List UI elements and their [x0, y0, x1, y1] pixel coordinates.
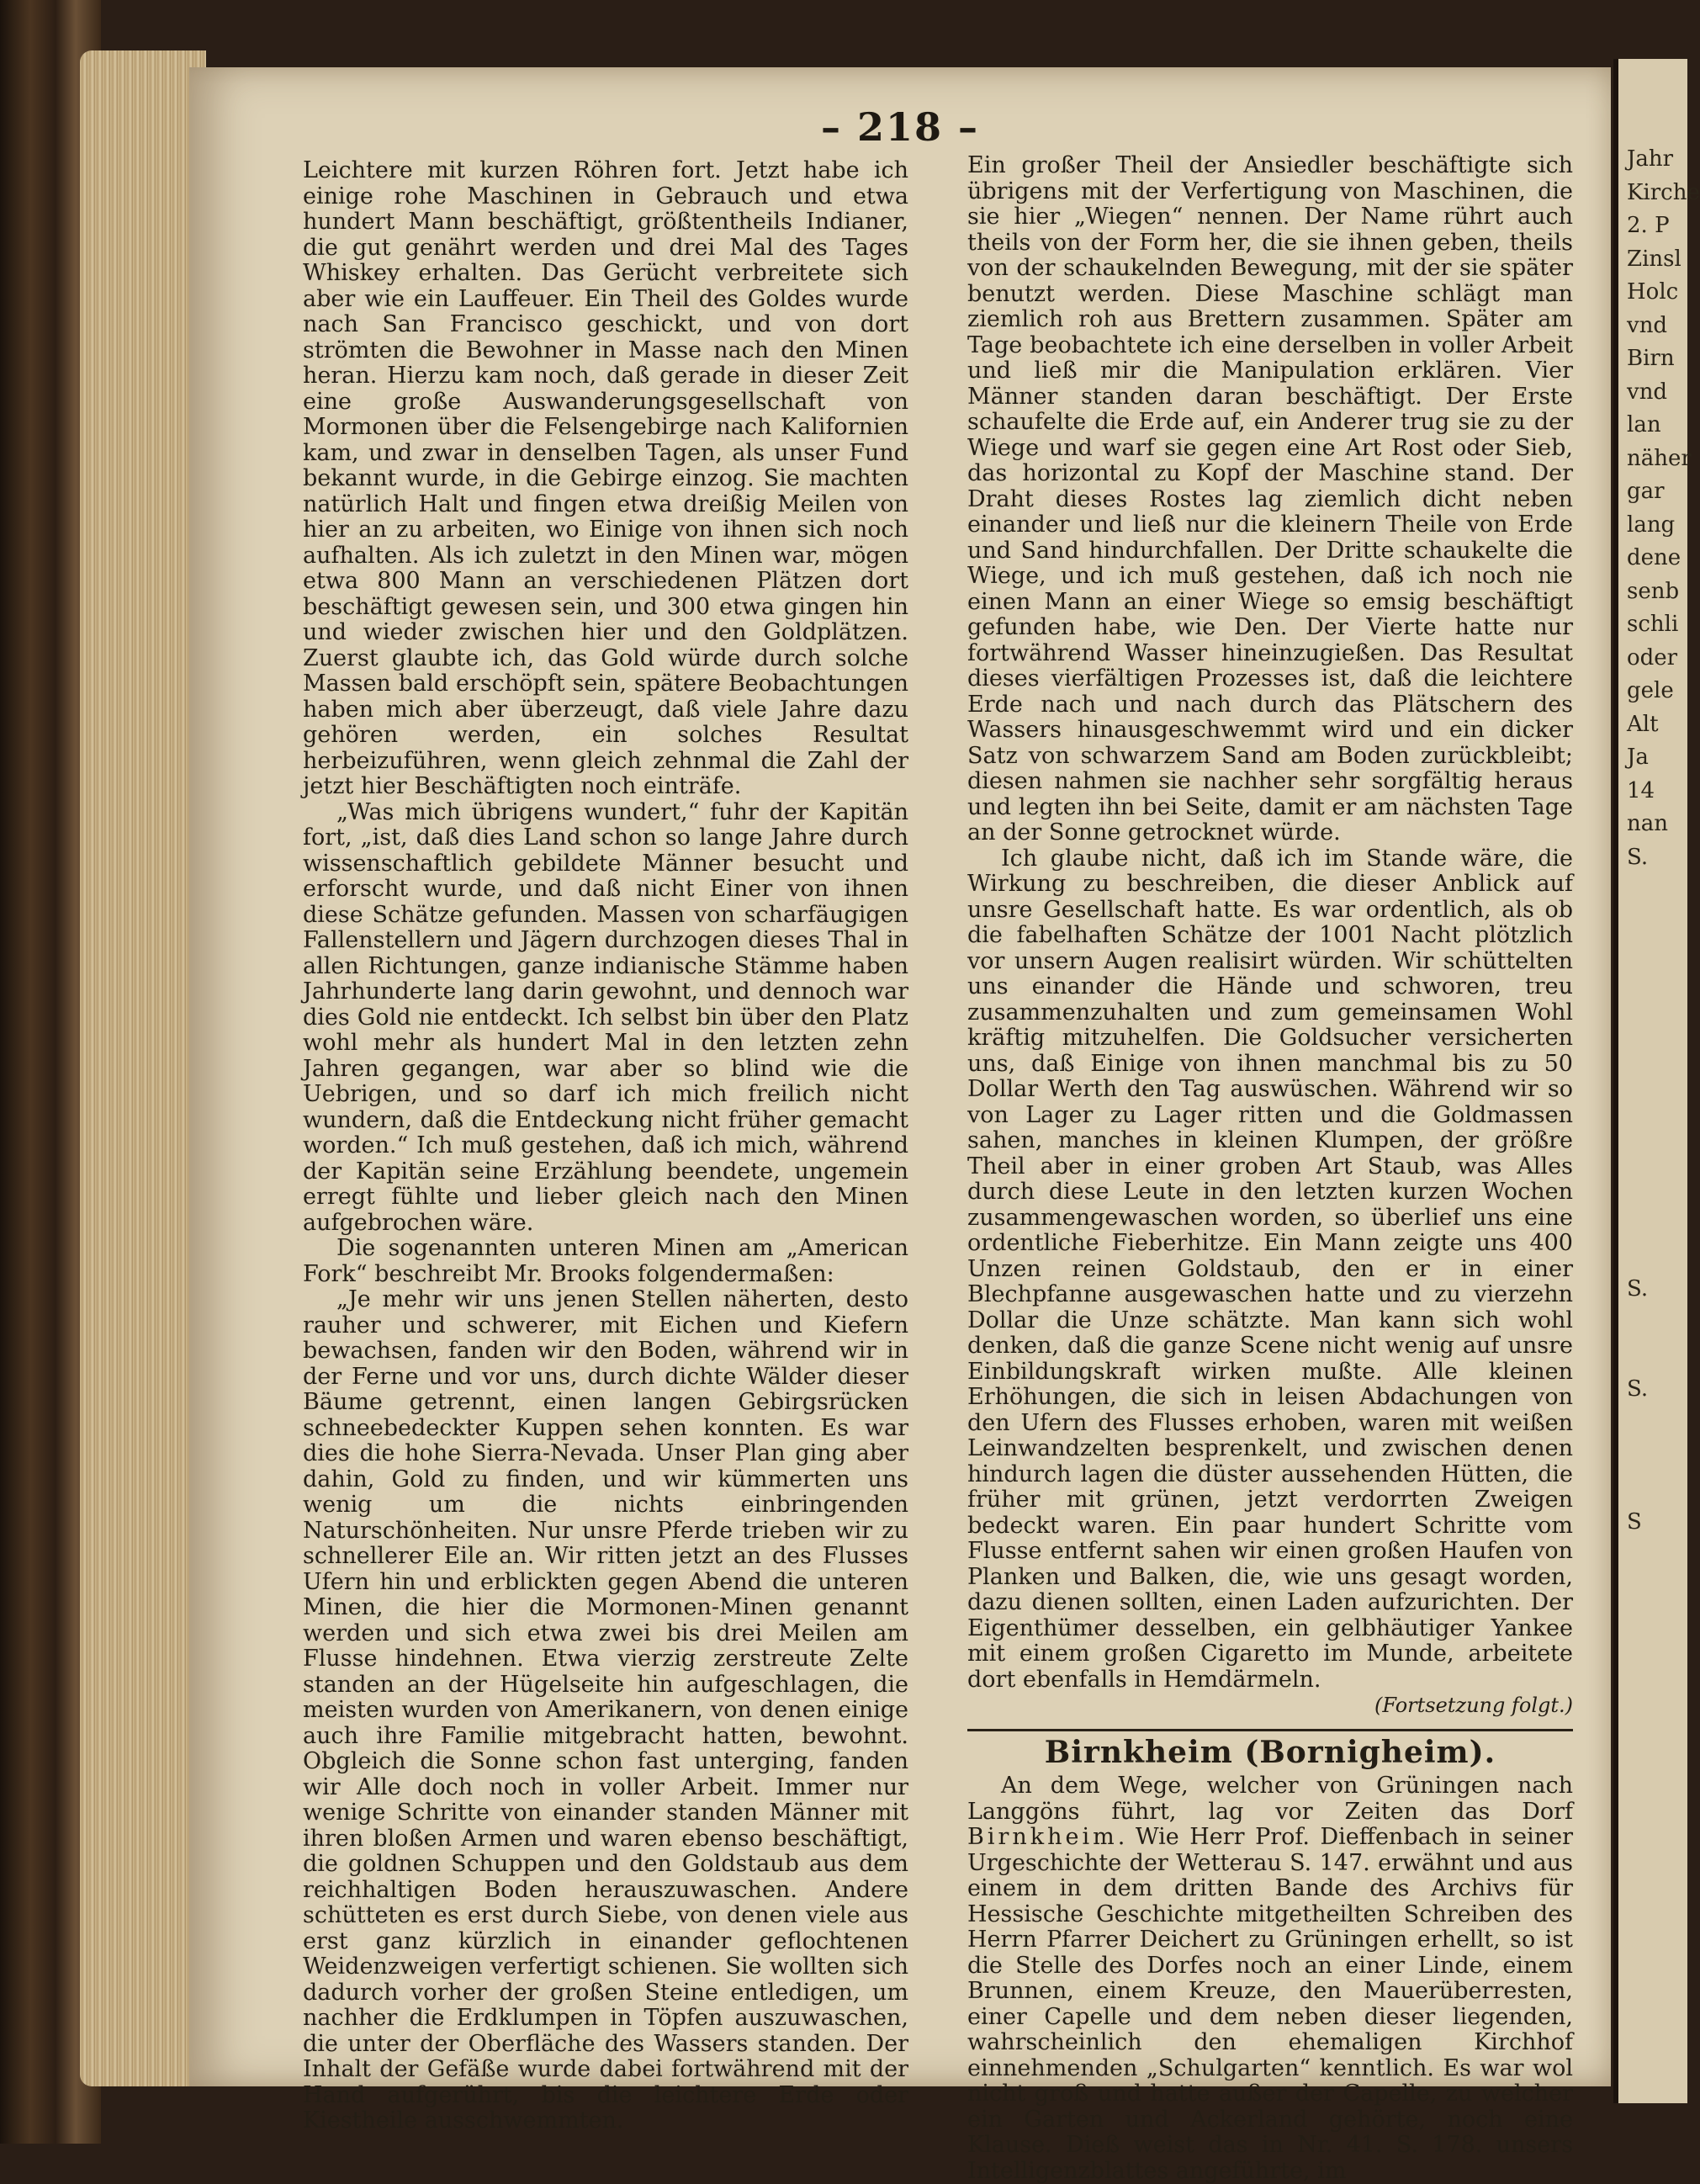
adjacent-page-fragment: S [1627, 1508, 1642, 1535]
adjacent-page-fragment [1627, 1439, 1687, 1473]
adjacent-page-fragment: lang [1627, 512, 1676, 538]
adjacent-page-fragment [1627, 1240, 1687, 1274]
adjacent-page-fragment: 2. P [1627, 213, 1670, 238]
adjacent-page-fragment [1627, 908, 1687, 941]
page-number: – 218 – [820, 104, 980, 150]
adjacent-page-fragment: Alt [1627, 711, 1659, 737]
adjacent-page-fragment: näher [1627, 445, 1692, 471]
adjacent-page-fragment [1627, 1073, 1687, 1107]
adjacent-page-fragment: senb [1627, 578, 1680, 604]
adjacent-page-fragment [1627, 974, 1687, 1008]
article-text-start: An dem Wege, welcher von Grüningen nach Langgöns führt, lag vor Zeiten das Dorf [967, 1773, 1573, 1825]
adjacent-page-fragment: oder [1627, 644, 1678, 671]
paragraph: Ein großer Theil der Ansiedler beschäftigte sich übrigens mit der Verfertigung von Maschinen, die sie hier „Wiegen“ nennen. Der Name rührt auch theils von der Form her, die sie ihnen geben, theils von der schaukelnden Bewegung, mit der sie später benutzt werden. Diese Maschine schlägt man ziemlich roh aus Brettern zusammen. Später am Tage beobachtete ich eine derselben in voller Arbeit und ließ mir die Manipulation erklären. Vier Männer standen daran beschäftigt. Der Erste schaufelte die Erde auf, ein Anderer trug sie zu der Wiege und warf sie gegen eine Art Rost oder Sieb, das horizontal zu Kopf der Maschine stand. Der Draht dieses Rostes lag ziemlich dicht neben einander und ließ nur die kleinern Theile von Erde und Sand hindurchfallen. Der Dritte schaukelte die Wiege, und ich muß gestehen, daß ich noch nie einen Mann an einer Wiege so emsig beschäftigt gefunden habe, wie Den. Der Vierte hatte nur fortwährend Wasser hineinzugießen. Das Resultat dieses vierfältigen Prozesses ist, daß die leichtere Erde nach und nach durch das Plätschern des Wassers hinausgeschwemmt wird und ein dicker Satz von schwarzem Sand am Boden zurückbleibt; diesen nahmen sie nachher sehr sorgfältig heraus und legten ihn bei Seite, damit er am nächsten Tage an der Sonne getrocknet würde. [967, 152, 1573, 846]
adjacent-page-fragment: S. [1627, 1376, 1649, 1402]
article-place-name: Birnkheim [967, 1824, 1118, 1850]
adjacent-page-fragment: Jahr [1627, 146, 1674, 172]
article-paragraph [967, 1773, 1573, 2184]
adjacent-page-fragment: Ja [1627, 745, 1649, 770]
adjacent-page-fragment: lan [1627, 412, 1661, 437]
book-page [189, 67, 1611, 2184]
adjacent-page-fragment: nan [1627, 811, 1668, 836]
adjacent-page-fragment: dene [1627, 545, 1681, 570]
adjacent-page-fragment [1627, 941, 1687, 974]
adjacent-page-fragments [1618, 59, 1700, 1539]
left-column [303, 158, 908, 2134]
article-title: Birnkheim (Bornigheim). [1044, 1734, 1496, 1770]
adjacent-page-fragment: gele [1627, 678, 1674, 703]
right-column [967, 153, 1573, 2184]
adjacent-page-fragment [1627, 1307, 1687, 1340]
adjacent-page-fragment: Zinsl [1627, 246, 1681, 272]
adjacent-page-fragment [1627, 1406, 1687, 1439]
adjacent-page-fragment: S. [1627, 1276, 1649, 1301]
adjacent-page-fragment [1627, 1140, 1687, 1174]
continuation-note: (Fortsetzung folgt.) [1374, 1694, 1573, 1717]
adjacent-page-fragment: schli [1627, 612, 1679, 637]
adjacent-page-fragment [1627, 1007, 1687, 1041]
adjacent-page-fragment: vnd [1627, 312, 1668, 338]
adjacent-page-fragment [1627, 1206, 1687, 1240]
adjacent-page-fragment: 14 [1627, 777, 1655, 803]
adjacent-page-fragment [1627, 1174, 1687, 1207]
page-edges [80, 50, 206, 2086]
paragraph: „Was mich übrigens wundert,“ fuhr der Kapitän fort, „ist, daß dies Land schon so lange Jahre durch wissenschaftlich gebildete Männer besucht und erforscht wurde, und daß nicht Einer von ihnen diese Schätze gefunden. Massen von scharfäugigen Fallenstellern und Jägern durchzogen dieses Thal in allen Richtungen, ganze indianische Stämme haben Jahrhunderte lang darin gewohnt, und dennoch war dies Gold nie entdeckt. Ich selbst bin über den Platz wohl mehr als hundert Mal in den letzten zehn Jahren gegangen, war aber so blind wie die Uebrigen, und so darf ich mich freilich nicht wundern, daß die Entdeckung nicht früher gemacht worden.“ Ich muß gestehen, daß ich mich, während der Kapitän seine Erzählung beendete, ungemein erregt fühlte und lieber gleich nach den Minen aufgebrochen wäre. [303, 798, 908, 1236]
paragraph: „Je mehr wir uns jenen Stellen näherten, desto rauher und schwerer, mit Eichen und Kiefern bewachsen, fanden wir den Boden, während wir in der Ferne und vor uns, durch dichte Wälder dieser Bäume getrennt, einen langen Gebirgsrücken schneebedeckter Kuppen sehen konnten. Es war dies die hohe Sierra-Nevada. Unser Plan ging aber dahin, Gold zu finden, und wir kümmerten uns wenig um die nichts einbringenden Naturschönheiten. Nur unsre Pferde trieben wir zu schnellerer Eile an. Wir ritten jetzt an des Flusses Ufern hin und erblickten gegen Abend die unteren Minen, die hier die Mormonen-Minen genannt werden und sich etwa zwei bis drei Meilen am Flusse hindehnen. Etwa vierzig zerstreute Zelte standen an der Hügelseite hin aufgeschlagen, die meisten wurden von Amerikanern, von denen einige auch ihre Familie mitgebracht hatten, bewohnt. Obgleich die Sonne schon fast unterging, fanden wir Alle doch noch in voller Arbeit. Immer nur wenige Schritte von einander standen Männer mit ihren bloßen Armen und waren ebenso beschäftigt, die goldnen Schuppen und den Goldstaub aus dem reichhaltigen Boden herauszuwaschen. Andere schütteten es erst durch Siebe, von denen viele aus erst ganz kürzlich in einander geflochtenen Weidenzweigen verfertigt schienen. Sie wollten sich dadurch vorher der großen Steine entledigen, um nachher die Erdklumpen in Töpfen auszuwaschen, die unter der Oberfläche des Wassers standen. Der Inhalt der Gefäße wurde dabei fortwährend mit der Hand aufgerührt, bis die leichtere Erde oder Kiestheile ausschwemmten. [303, 1286, 908, 2134]
adjacent-page-fragment: Kirche [1627, 179, 1700, 205]
paragraph: Die sogenannten unteren Minen am „American Fork“ beschreibt Mr. Brooks folgendermaßen: [303, 1235, 908, 1287]
paragraph: Ich glaube nicht, daß ich im Stande wäre, die Wirkung zu beschreiben, die dieser Anblick auf unsre Gesellschaft hatte. Es war ordentlich, als ob die fabelhaften Schätze der 1001 Nacht plötzlich vor unsern Augen realisirt würden. Wir schüttelten uns einander die Hände und schworen, treu zusammenzuhalten und zum gemeinsamen Wohl kräftig mitzuhelfen. Die Goldsucher versicherten uns, daß Einige von ihnen manchmal bis zu 50 Dollar Werth den Tag auswüschen. Während wir so von Lager zu Lager ritten und die Goldmassen sahen, manches in kleinen Klumpen, der größre Theil aber in einer groben Art Staub, was Alles durch diese Leute in den letzten kurzen Wochen zusammengewaschen worden, so überlief uns eine ordentliche Fieberhitze. Ein Mann zeigte uns 400 Unzen reinen Goldstaub, den er in einer Blechpfanne ausgewaschen hatte und zu vierzehn Dollar die Unze schätzte. Man kann sich wohl denken, daß die ganze Scene nicht wenig auf unsre Einbildungskraft wirken mußte. Alle kleinen Erhöhungen, die sich in leisen Abdachungen von den Ufern des Flusses erhoben, waren mit weißen Leinwandzelten besprenkelt, und zwischen denen hindurch lagen die düster aussehenden Hütten, die früher mit grünen, jetzt verdorrten Zweigen bedeckt waren. Ein paar hundert Schritte vom Flusse entfernt sahen wir einen großen Haufen von Planken und Balken, die, wie uns gesagt worden, dazu dienen sollten, einen Laden aufzurichten. Der Eigenthümer desselben, ein gelbhäutiger Yankee mit einem großen Cigaretto im Munde, arbeitete dort ebenfalls in Hemdärmeln. [967, 845, 1573, 1693]
adjacent-page-edge [1613, 59, 1700, 2103]
adjacent-page-fragment: Holc [1627, 279, 1679, 305]
adjacent-page-fragment [1627, 1339, 1687, 1373]
adjacent-page-fragment [1627, 874, 1687, 908]
adjacent-page-fragment: Birn [1627, 346, 1675, 371]
adjacent-page-fragment [1627, 1107, 1687, 1141]
adjacent-page-fragment [1627, 1041, 1687, 1074]
adjacent-page-fragment: S. [1627, 844, 1649, 870]
section-divider [967, 1729, 1573, 1731]
paragraph: Leichtere mit kurzen Röhren fort. Jetzt habe ich einige rohe Maschinen in Gebrauch und etwa hundert Mann beschäftigt, größtentheils Indianer, die gut genährt werden und drei Mal des Tages Whiskey erhalten. Das Gerücht verbreitete sich aber wie ein Lauffeuer. Ein Theil des Goldes wurde nach San Francisco geschickt, und von dort strömten die Bewohner in Masse nach den Minen heran. Hierzu kam noch, daß gerade in dieser Zeit eine große Auswanderungsgesellschaft von Mormonen über die Felsengebirge nach Kalifornien kam, und zwar in denselben Tagen, als unser Fund bekannt wurde, in die Gebirge einzog. Sie machten natürlich Halt und fingen etwa dreißig Meilen von hier an zu arbeiten, wo Einige von ihnen sich noch aufhalten. Als ich zuletzt in den Minen war, mögen etwa 800 Mann an verschiedenen Plätzen dort beschäftigt gewesen sein, und 300 etwa gingen hin und wieder zwischen hier und den Goldplätzen. Zuerst glaubte ich, das Gold würde durch solche Massen bald erschöpft sein, spätere Beobachtungen haben mich aber überzeugt, daß viele Jahre dazu gehören werden, ein solches Resultat herbeizuführen, wenn gleich zehnmal die Zahl der jetzt hier Beschäftigten noch einträfe. [303, 157, 908, 799]
adjacent-page-fragment [1627, 1472, 1687, 1506]
article-text-end: . Wie Herr Prof. Dieffenbach in seiner Urgeschichte der Wetterau S. 147. erwähnt und aus einem in dem dritten Bande des Archivs für Hessische Geschichte mitgetheilten Schreiben des Herrn Pfarrer Deichert zu Grüningen erhellt, so ist die Stelle des Dorfes noch an einer Linde, einem Brunnen, einem Kreuze, den Mauerüberresten, einer Capelle und dem neben dieser liegenden, wahrscheinlich den ehemaligen Kirchhof einnehmenden „Schulgarten“ kenntlich. Es war wol nicht groß und hatte außer der Capelle, zu welcher ein Garten und Ackerland gehörte, noch eine Klause. Dieß weist das in Nr. 41. S. 178. unsers Intelligenzblattes angeführte, im [967, 1824, 1573, 2184]
adjacent-page-fragment: vnd [1627, 379, 1668, 405]
adjacent-page-fragment: gar [1627, 479, 1665, 504]
